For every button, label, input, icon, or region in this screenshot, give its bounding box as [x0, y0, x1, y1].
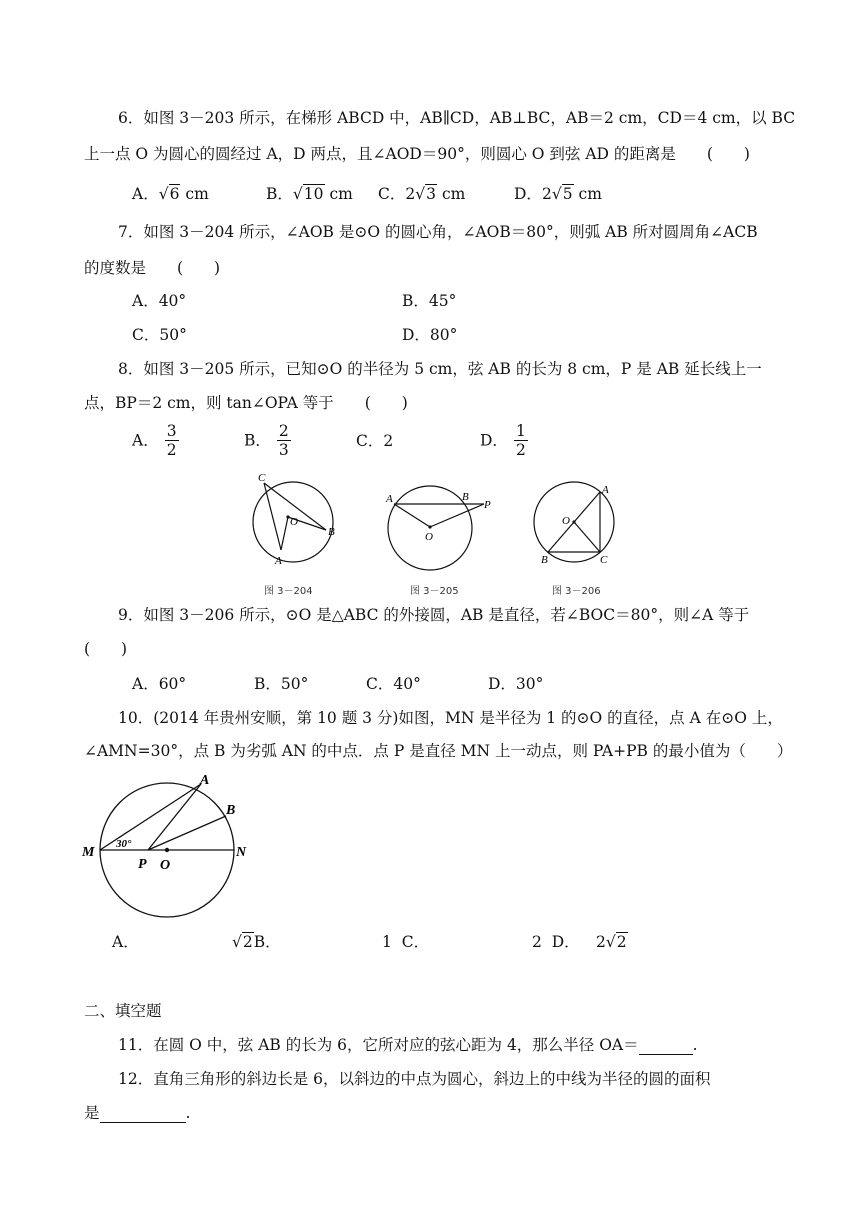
section-title-fill-in: 二、填空题 — [84, 1002, 162, 1020]
q9-option-d: D．30° — [488, 675, 544, 693]
fig205-caption: 图 3－205 — [410, 586, 459, 597]
q10-option-a-value: √2B． — [232, 933, 281, 951]
q10-option-c-value: 2 D． — [532, 933, 580, 951]
q6-option-c: C．2√3 cm — [378, 185, 466, 203]
fig206-caption: 图 3－206 — [552, 586, 601, 597]
q9-line2: ( ) — [84, 640, 128, 658]
q6-line2: 上一点 O 为圆心的圆经过 A，D 两点，且∠AOD＝90°，则圆心 O 到弦 AD 的距离是 ( ) — [84, 145, 750, 163]
q8-option-c: C．2 — [356, 432, 394, 450]
q9-option-b: B．50° — [254, 675, 309, 693]
q10-label-o: O — [160, 858, 171, 873]
fig206-label-c: C — [600, 554, 608, 566]
fig206-label-b: B — [541, 554, 548, 566]
q8-option-d: D． $\frac{1}{2}$ — [480, 422, 526, 459]
q9-option-a: A．60° — [132, 675, 187, 693]
q10-option-d-value: 2√2 — [596, 933, 627, 951]
q10-line2: ∠AMN=30°，点 B 为劣弧 AN 的中点．点 P 是直径 MN 上一动点，则 PA+PB 的最小值为（ ） — [84, 742, 793, 760]
q10-option-a-label: A． — [112, 933, 139, 951]
q8-line2: 点，BP＝2 cm，则 tan∠OPA 等于 ( ) — [84, 394, 408, 412]
q11-line: 11．在圆 O 中，弦 AB 的长为 6，它所对应的弦心距为 4，那么半径 OA＝ . — [118, 1036, 698, 1054]
fig205-label-a: A — [386, 493, 393, 505]
fig204-label-c: C — [258, 472, 266, 484]
q8-option-a: A． $\frac{3}{2}$ — [132, 422, 177, 459]
fig204-label-o: O — [290, 516, 298, 528]
q10-label-p: P — [138, 857, 147, 872]
q10-angle-label: 30° — [116, 838, 132, 850]
figure-3-204 — [240, 470, 350, 580]
q10-label-a: A — [200, 773, 210, 788]
q12-line2: 是 . — [84, 1104, 191, 1122]
fig206-label-o: O — [562, 515, 570, 527]
q7-option-c: C．50° — [132, 326, 187, 344]
q6-option-b: B．√10 cm — [266, 185, 353, 203]
q7-option-d: D．80° — [402, 326, 458, 344]
q10-option-b-value: 1 C． — [382, 933, 430, 951]
q6-option-d: D．2√5 cm — [514, 185, 602, 203]
fig204-label-b: B — [328, 526, 335, 538]
q9-option-c: C．40° — [366, 675, 421, 693]
figure-3-206 — [530, 476, 630, 576]
q7-option-b: B．45° — [402, 292, 457, 310]
q10-line1: 10．(2014 年贵州安顺，第 10 题 3 分)如图，MN 是半径为 1 的⊙O 的直径，点 A 在⊙O 上， — [118, 709, 783, 727]
fig204-caption: 图 3－204 — [264, 586, 313, 597]
fig205-label-p: P — [484, 499, 491, 511]
q10-label-b: B — [226, 803, 236, 818]
fig204-label-a: A — [275, 555, 282, 567]
q10-label-m: M — [82, 845, 95, 860]
figure-q10 — [76, 770, 266, 920]
q6-option-a: A．√6 cm — [132, 185, 209, 203]
q6-line1: 6．如图 3－203 所示，在梯形 ABCD 中，AB∥CD，AB⊥BC，AB＝2 cm，CD＝4 cm，以 BC — [118, 109, 796, 127]
q11-answer-blank[interactable] — [639, 1038, 693, 1055]
q7-option-a: A．40° — [132, 292, 187, 310]
q7-line2: 的度数是 ( ) — [84, 259, 221, 277]
q8-line1: 8．如图 3－205 所示，已知⊙O 的半径为 5 cm，弦 AB 的长为 8 cm，P 是 AB 延长线上一 — [118, 360, 762, 378]
fig206-label-a: A — [602, 484, 609, 496]
figure-3-205 — [380, 478, 500, 583]
q9-line1: 9．如图 3－206 所示，⊙O 是△ABC 的外接圆，AB 是直径，若∠BOC＝80°，则∠A 等于 — [118, 606, 750, 624]
q12-line1: 12．直角三角形的斜边长是 6，以斜边的中点为圆心，斜边上的中线为半径的圆的面积 — [118, 1070, 711, 1088]
q7-line1: 7．如图 3－204 所示，∠AOB 是⊙O 的圆心角，∠AOB＝80°，则弧 AB 所对圆周角∠ACB — [118, 223, 758, 241]
q10-label-n: N — [236, 845, 247, 860]
q8-option-b: B． $\frac{2}{3}$ — [244, 422, 289, 459]
q12-answer-blank[interactable] — [100, 1106, 186, 1123]
fig205-label-o: O — [425, 531, 433, 543]
fig205-label-b: B — [462, 491, 469, 503]
